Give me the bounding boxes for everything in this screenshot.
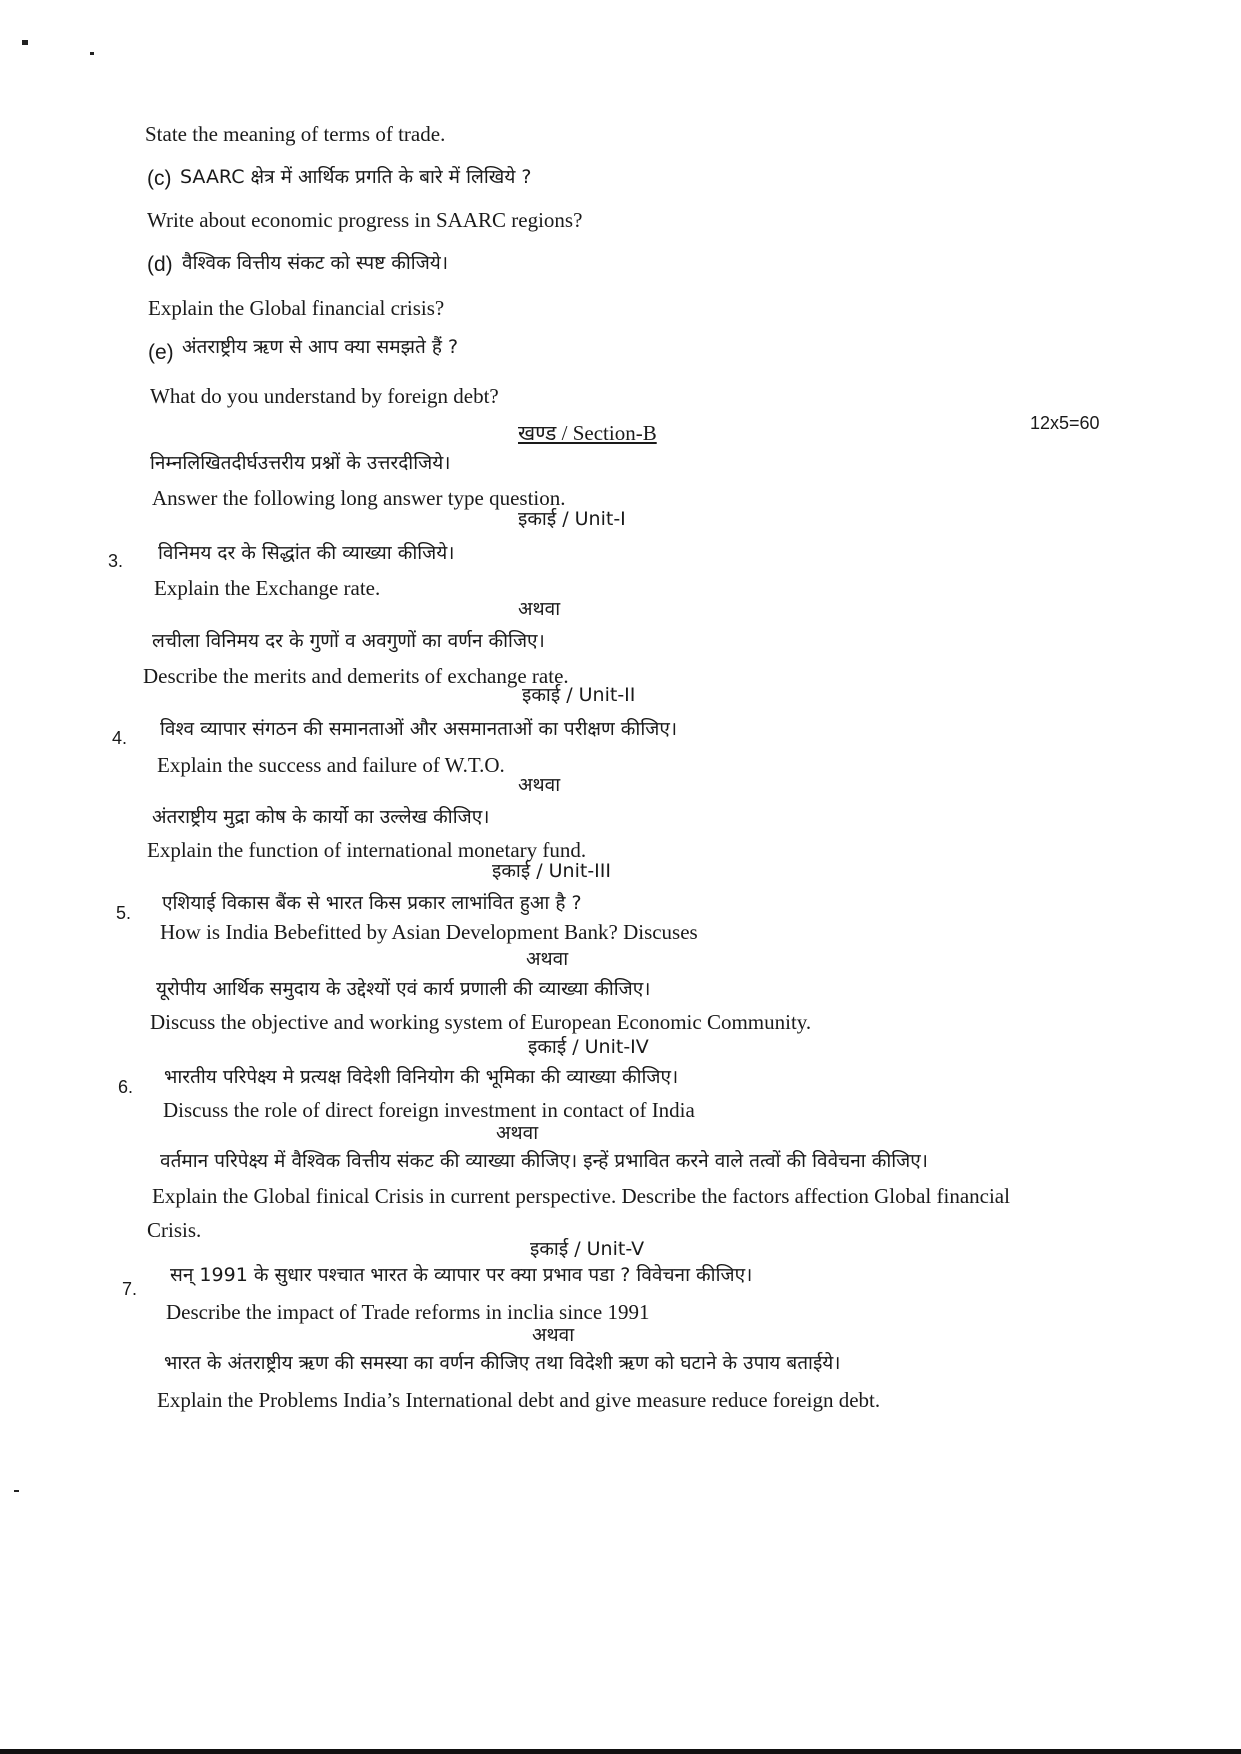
q2c-label: (c) bbox=[147, 167, 172, 190]
section-b-instruction-hindi: निम्नलिखितदीर्घउत्तरीय प्रश्नों के उत्तरदीजिये। bbox=[150, 452, 451, 474]
or-divider: अथवा bbox=[518, 598, 561, 620]
question-6-alt-hindi: वर्तमान परिपेक्ष्य में वैश्विक वित्तीय संकट की व्याख्या कीजिए। इन्हें प्रभावित करने वाले तत्वों की विवेचना कीजिए। bbox=[160, 1150, 928, 1172]
q2d-label: (d) bbox=[147, 253, 173, 276]
question-3-alt-hindi: लचीला विनिमय दर के गुणों व अवगुणों का वर्णन कीजिए। bbox=[152, 630, 545, 652]
question-5-number: 5. bbox=[116, 903, 132, 923]
question-4-number: 4. bbox=[112, 728, 128, 748]
unit-2-heading: इकाई / Unit-II bbox=[522, 684, 636, 706]
question-3-alt-english: Describe the merits and demerits of exchange rate. bbox=[143, 664, 569, 688]
question-5-alt-hindi: यूरोपीय आर्थिक समुदाय के उद्देश्यों एवं कार्य प्रणाली की व्याख्या कीजिए। bbox=[156, 978, 651, 1000]
question-7-english: Describe the impact of Trade reforms in inclia since 1991 bbox=[166, 1300, 650, 1324]
or-divider: अथवा bbox=[532, 1324, 575, 1346]
unit-1-heading: इकाई / Unit-I bbox=[518, 508, 626, 530]
section-b-heading: खण्ड / Section-B bbox=[518, 421, 657, 445]
q2d-english: Explain the Global financial crisis? bbox=[148, 296, 445, 320]
q2c-english: Write about economic progress in SAARC regions? bbox=[147, 208, 583, 232]
question-7-alt-english: Explain the Problems India’s International debt and give measure reduce foreign debt. bbox=[157, 1388, 881, 1412]
question-5-alt-english: Discuss the objective and working system of European Economic Community. bbox=[150, 1010, 812, 1034]
or-divider: अथवा bbox=[496, 1122, 539, 1144]
q2c-hindi: SAARC क्षेत्र में आर्थिक प्रगति के बारे में लिखिये ? bbox=[180, 166, 532, 188]
or-divider: अथवा bbox=[526, 948, 569, 970]
scan-speck bbox=[14, 1490, 19, 1492]
question-6-hindi: भारतीय परिपेक्ष्य मे प्रत्यक्ष विदेशी विनियोग की भूमिका की व्याख्या कीजिए। bbox=[164, 1066, 679, 1088]
question-7-hindi: सन् 1991 के सुधार पश्चात भारत के व्यापार पर क्या प्रभाव पडा ? विवेचना कीजिए। bbox=[170, 1264, 753, 1286]
question-6-english: Discuss the role of direct foreign investment in contact of India bbox=[163, 1098, 695, 1122]
question-5-hindi: एशियाई विकास बैंक से भारत किस प्रकार लाभांवित हुआ है ? bbox=[162, 892, 582, 914]
question-7-alt-hindi: भारत के अंतराष्ट्रीय ऋण की समस्या का वर्णन कीजिए तथा विदेशी ऋण को घटाने के उपाय बताईये। bbox=[164, 1352, 841, 1374]
question-6-alt-english-line-1: Explain the Global finical Crisis in current perspective. Describe the factors affection Global financial bbox=[152, 1184, 1010, 1208]
unit-4-heading: इकाई / Unit-IV bbox=[528, 1036, 649, 1058]
q2b-english: State the meaning of terms of trade. bbox=[145, 122, 446, 146]
question-6-number: 6. bbox=[118, 1077, 134, 1097]
question-3-number: 3. bbox=[108, 551, 124, 571]
scan-speck bbox=[22, 40, 28, 45]
question-4-alt-hindi: अंतराष्ट्रीय मुद्रा कोष के कार्यो का उल्लेख कीजिए। bbox=[152, 806, 490, 828]
unit-5-heading: इकाई / Unit-V bbox=[530, 1238, 645, 1260]
q2d-hindi: वैश्विक वित्तीय संकट को स्पष्ट कीजिये। bbox=[182, 252, 449, 274]
question-7-number: 7. bbox=[122, 1279, 138, 1299]
question-3-english: Explain the Exchange rate. bbox=[154, 576, 381, 600]
q2e-hindi: अंतराष्ट्रीय ऋण से आप क्या समझते हैं ? bbox=[182, 336, 459, 358]
question-4-hindi: विश्व व्यापार संगठन की समानताओं और असमानताओं का परीक्षण कीजिए। bbox=[160, 718, 678, 740]
q2e-english: What do you understand by foreign debt? bbox=[150, 384, 499, 408]
scan-bottom-edge bbox=[0, 1749, 1241, 1754]
question-3-hindi: विनिमय दर के सिद्धांत की व्याख्या कीजिये। bbox=[158, 542, 455, 564]
question-4-alt-english: Explain the function of international monetary fund. bbox=[147, 838, 587, 862]
or-divider: अथवा bbox=[518, 774, 561, 796]
scan-speck bbox=[90, 52, 94, 55]
question-5-english: How is India Bebefitted by Asian Development Bank? Discuses bbox=[160, 920, 698, 944]
section-b-instruction-english: Answer the following long answer type question. bbox=[152, 486, 566, 510]
unit-3-heading: इकाई / Unit-III bbox=[492, 860, 611, 882]
question-6-alt-english-line-2: Crisis. bbox=[147, 1218, 202, 1242]
q2e-label: (e) bbox=[148, 341, 174, 364]
question-4-english: Explain the success and failure of W.T.O. bbox=[157, 753, 505, 777]
section-b-marks: 12x5=60 bbox=[1030, 413, 1100, 433]
